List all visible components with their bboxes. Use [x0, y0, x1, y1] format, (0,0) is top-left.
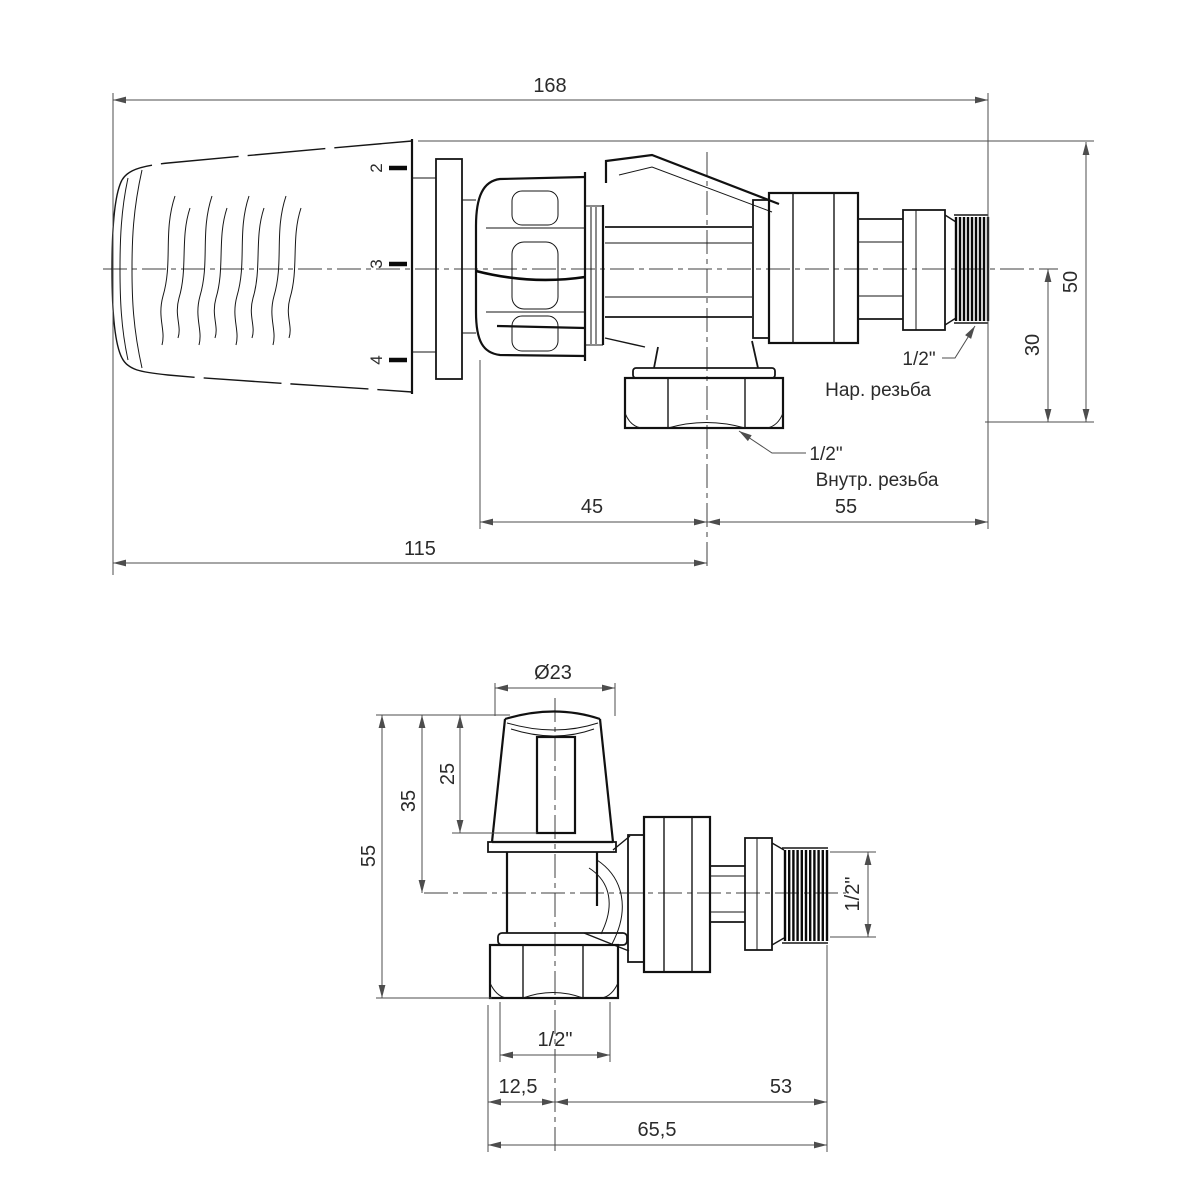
arrowhead — [1045, 269, 1052, 282]
arrowhead — [865, 852, 872, 865]
arrowhead — [965, 326, 975, 339]
knob-dome-inner1 — [507, 723, 598, 730]
head-scale — [367, 163, 436, 364]
cap-outline — [476, 177, 585, 356]
nut-corner-l — [490, 983, 506, 998]
branch-lower-edge — [584, 933, 629, 951]
head-wave-pattern — [161, 196, 301, 345]
thread-chamfer-top — [772, 843, 784, 850]
body-shoulder-inner — [619, 167, 772, 212]
manual-knob — [488, 712, 616, 853]
male-thread-label: Нар. резьба — [825, 380, 931, 401]
arrowhead — [694, 519, 707, 526]
dim-height: 55 — [358, 844, 380, 868]
arrowhead — [707, 519, 720, 526]
valve-body-bottom-view — [490, 836, 630, 998]
outlet-neck-right — [752, 341, 758, 368]
union-flange — [628, 835, 644, 962]
cap-facet-low — [512, 316, 558, 351]
thread-chamfer-bottom — [945, 318, 956, 325]
scale-mark-3: 3 — [367, 259, 386, 269]
arrowhead — [1045, 409, 1052, 422]
arrowhead — [1083, 142, 1090, 155]
scale-mark-2: 2 — [367, 163, 386, 173]
cap-facet-top — [512, 191, 558, 225]
dim-body-length: 45 — [580, 496, 604, 518]
arrowhead — [457, 820, 464, 833]
dim-knob-height: 25 — [437, 762, 459, 786]
dim-right-offset: 53 — [769, 1076, 793, 1098]
female-thread-label: Внутр. резьба — [815, 470, 939, 491]
arrowhead — [542, 1099, 555, 1106]
arrowhead — [694, 560, 707, 567]
thread-chamfer-top — [945, 215, 956, 222]
arrowhead — [113, 560, 126, 567]
arrowhead — [379, 985, 386, 998]
dim-female-thread: 1/2" — [537, 1029, 573, 1051]
passage-arc-inner — [589, 868, 609, 934]
dim-tail-length: 55 — [834, 496, 858, 518]
knob-grip-window — [537, 737, 575, 833]
arrowhead — [555, 1099, 568, 1106]
cap-lower-edge — [497, 326, 585, 328]
union-and-male-thread — [753, 193, 988, 343]
body-shoulder — [606, 155, 779, 204]
scale-mark-4: 4 — [367, 355, 386, 365]
arrowhead — [814, 1099, 827, 1106]
nut-corner-r — [602, 983, 618, 998]
top-view — [103, 75, 1094, 575]
outlet-hex-nut — [490, 945, 618, 998]
arrowhead — [488, 1142, 501, 1149]
knob-dome — [505, 712, 600, 720]
arrowhead — [1083, 409, 1090, 422]
body-to-outlet — [605, 338, 645, 347]
arrowhead — [814, 1142, 827, 1149]
outlet-hex-nut — [625, 378, 783, 428]
outlet-neck-left — [654, 347, 658, 368]
union-hex-nut — [644, 817, 710, 972]
dim-total-length: 168 — [533, 75, 567, 97]
female-thread-leader — [739, 431, 806, 453]
dim-head-length: 115 — [404, 538, 436, 560]
arrowhead — [488, 1099, 501, 1106]
knob-left-side — [492, 719, 505, 842]
arrowhead — [739, 431, 752, 441]
outlet-nut-corner-l — [625, 413, 641, 428]
arrowhead — [113, 97, 126, 104]
arrowhead — [975, 97, 988, 104]
arrowhead — [419, 715, 426, 728]
union-hex-nut — [769, 193, 858, 343]
arrowhead — [500, 1052, 513, 1059]
male-thread-hatch — [954, 215, 988, 323]
dim-height: 50 — [1060, 270, 1082, 294]
dim-left-offset: 12,5 — [498, 1076, 538, 1098]
cap-facet-mid — [512, 242, 558, 309]
knob-base-plate — [488, 842, 616, 852]
female-thread-size: 1/2" — [809, 444, 843, 465]
arrowhead — [480, 519, 493, 526]
arrowhead — [597, 1052, 610, 1059]
thread-collar — [903, 210, 945, 330]
arrowhead — [457, 715, 464, 728]
arrowhead — [975, 519, 988, 526]
arrowhead — [419, 880, 426, 893]
arrowhead — [865, 924, 872, 937]
thread-collar — [745, 838, 772, 950]
head-top-edge — [122, 141, 412, 180]
bottom-view — [358, 662, 876, 1152]
thermostatic-head — [112, 139, 476, 394]
union-and-male-thread-bottom-view — [628, 817, 828, 972]
dim-knob-diameter: Ø23 — [534, 662, 572, 684]
dim-axis-height: 30 — [1022, 333, 1044, 357]
outlet-nut-corner-r — [767, 413, 783, 428]
arrowhead — [495, 685, 508, 692]
arrowhead — [379, 715, 386, 728]
thread-chamfer-bottom — [772, 938, 784, 945]
outlet-skirt — [633, 368, 775, 378]
dim-total-length: 65,5 — [637, 1119, 677, 1141]
valve-cap-nut — [476, 172, 603, 361]
knob-right-side — [600, 719, 613, 842]
bottom-outlet — [625, 341, 783, 428]
male-thread-size: 1/2" — [902, 349, 936, 370]
cap-seam — [476, 271, 585, 280]
dim-knob-to-axis: 35 — [398, 789, 420, 813]
male-thread-hatch — [782, 848, 828, 943]
dim-male-thread: 1/2" — [842, 876, 864, 912]
arrowhead — [602, 685, 615, 692]
